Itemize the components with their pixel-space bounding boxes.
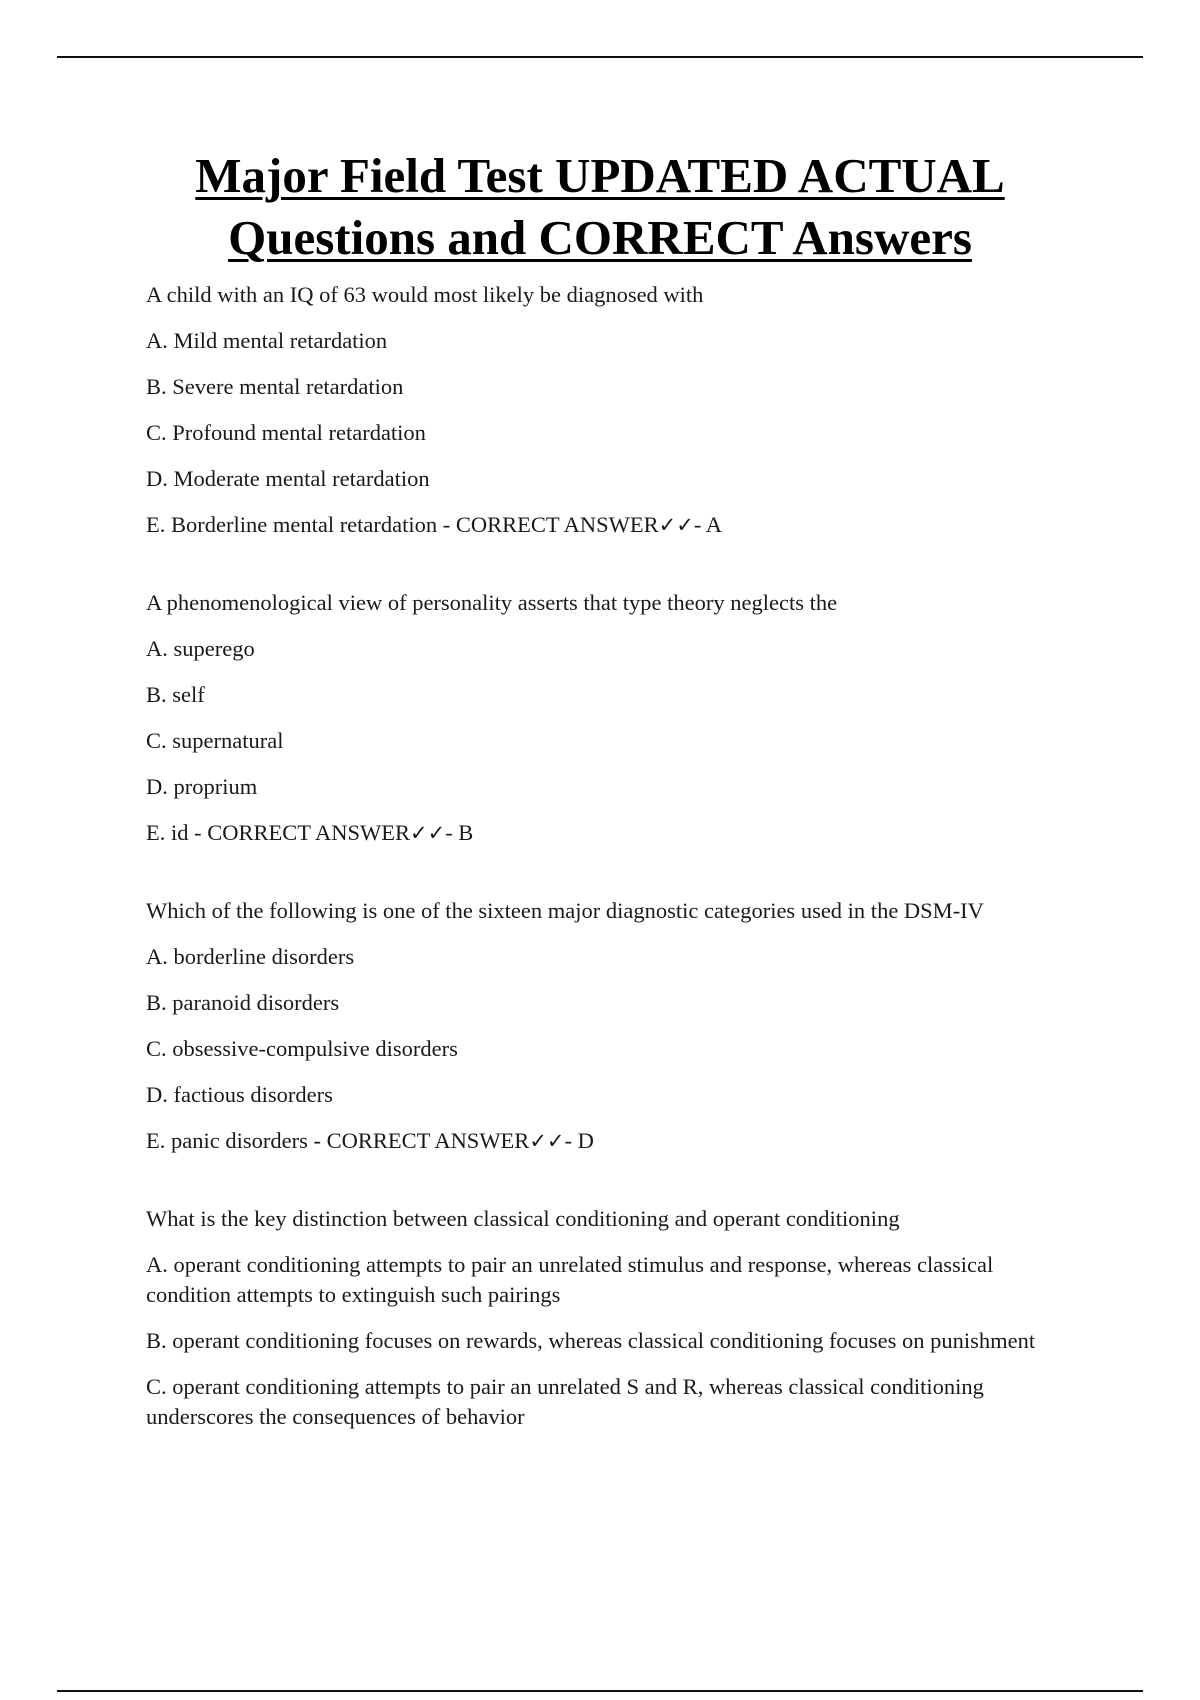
answer-option: C. operant conditioning attempts to pair an unrelated S and R, whereas classical conditioning underscores the consequences of behavior bbox=[146, 1374, 984, 1429]
correct-answer-letter: - A bbox=[693, 512, 722, 537]
answer-option-with-key bbox=[146, 510, 1076, 540]
answer-option: B. Severe mental retardation bbox=[146, 374, 404, 399]
question-prompt: What is the key distinction between classical conditioning and operant conditioning bbox=[146, 1206, 900, 1231]
question-block-2 bbox=[146, 588, 1076, 848]
question-prompt: A phenomenological view of personality asserts that type theory neglects the bbox=[146, 590, 838, 615]
answer-option-text: E. id - CORRECT ANSWER bbox=[146, 820, 410, 845]
answer-option: D. proprium bbox=[146, 774, 258, 799]
question-list bbox=[146, 280, 1076, 1480]
answer-option: C. Profound mental retardation bbox=[146, 420, 426, 445]
double-check-icon: ✓✓ bbox=[529, 1129, 565, 1153]
correct-answer-letter: - B bbox=[445, 820, 474, 845]
answer-option-with-key bbox=[146, 818, 1076, 848]
answer-option: A. superego bbox=[146, 636, 255, 661]
title-line-2: Questions and CORRECT Answers bbox=[228, 210, 972, 265]
title-line-1: Major Field Test UPDATED ACTUAL bbox=[195, 148, 1005, 203]
answer-option: B. operant conditioning focuses on rewards, whereas classical conditioning focuses on punishment bbox=[146, 1328, 1036, 1353]
question-block-4 bbox=[146, 1204, 1076, 1432]
answer-option: A. Mild mental retardation bbox=[146, 328, 388, 353]
answer-option: A. operant conditioning attempts to pair an unrelated stimulus and response, whereas classical condition attempts to extinguish such pairings bbox=[146, 1252, 994, 1307]
answer-option-text: E. Borderline mental retardation - CORRECT ANSWER bbox=[146, 512, 659, 537]
answer-option: B. self bbox=[146, 682, 205, 707]
question-prompt: A child with an IQ of 63 would most likely be diagnosed with bbox=[146, 282, 704, 307]
correct-answer-letter: - D bbox=[564, 1128, 594, 1153]
document-title bbox=[0, 145, 1200, 269]
answer-option-with-key bbox=[146, 1126, 1076, 1156]
double-check-icon: ✓✓ bbox=[658, 513, 694, 537]
header-rule bbox=[57, 56, 1143, 58]
double-check-icon: ✓✓ bbox=[409, 821, 446, 845]
answer-option: C. supernatural bbox=[146, 728, 284, 753]
answer-option-text: E. panic disorders - CORRECT ANSWER bbox=[146, 1128, 530, 1153]
footer-rule bbox=[57, 1690, 1143, 1692]
question-block-1 bbox=[146, 280, 1076, 540]
answer-option: C. obsessive-compulsive disorders bbox=[146, 1036, 458, 1061]
answer-option: B. paranoid disorders bbox=[146, 990, 340, 1015]
answer-option: A. borderline disorders bbox=[146, 944, 355, 969]
question-prompt: Which of the following is one of the sixteen major diagnostic categories used in the DSM-IV bbox=[146, 898, 984, 923]
question-block-3 bbox=[146, 896, 1076, 1156]
answer-option: D. factious disorders bbox=[146, 1082, 333, 1107]
answer-option: D. Moderate mental retardation bbox=[146, 466, 430, 491]
